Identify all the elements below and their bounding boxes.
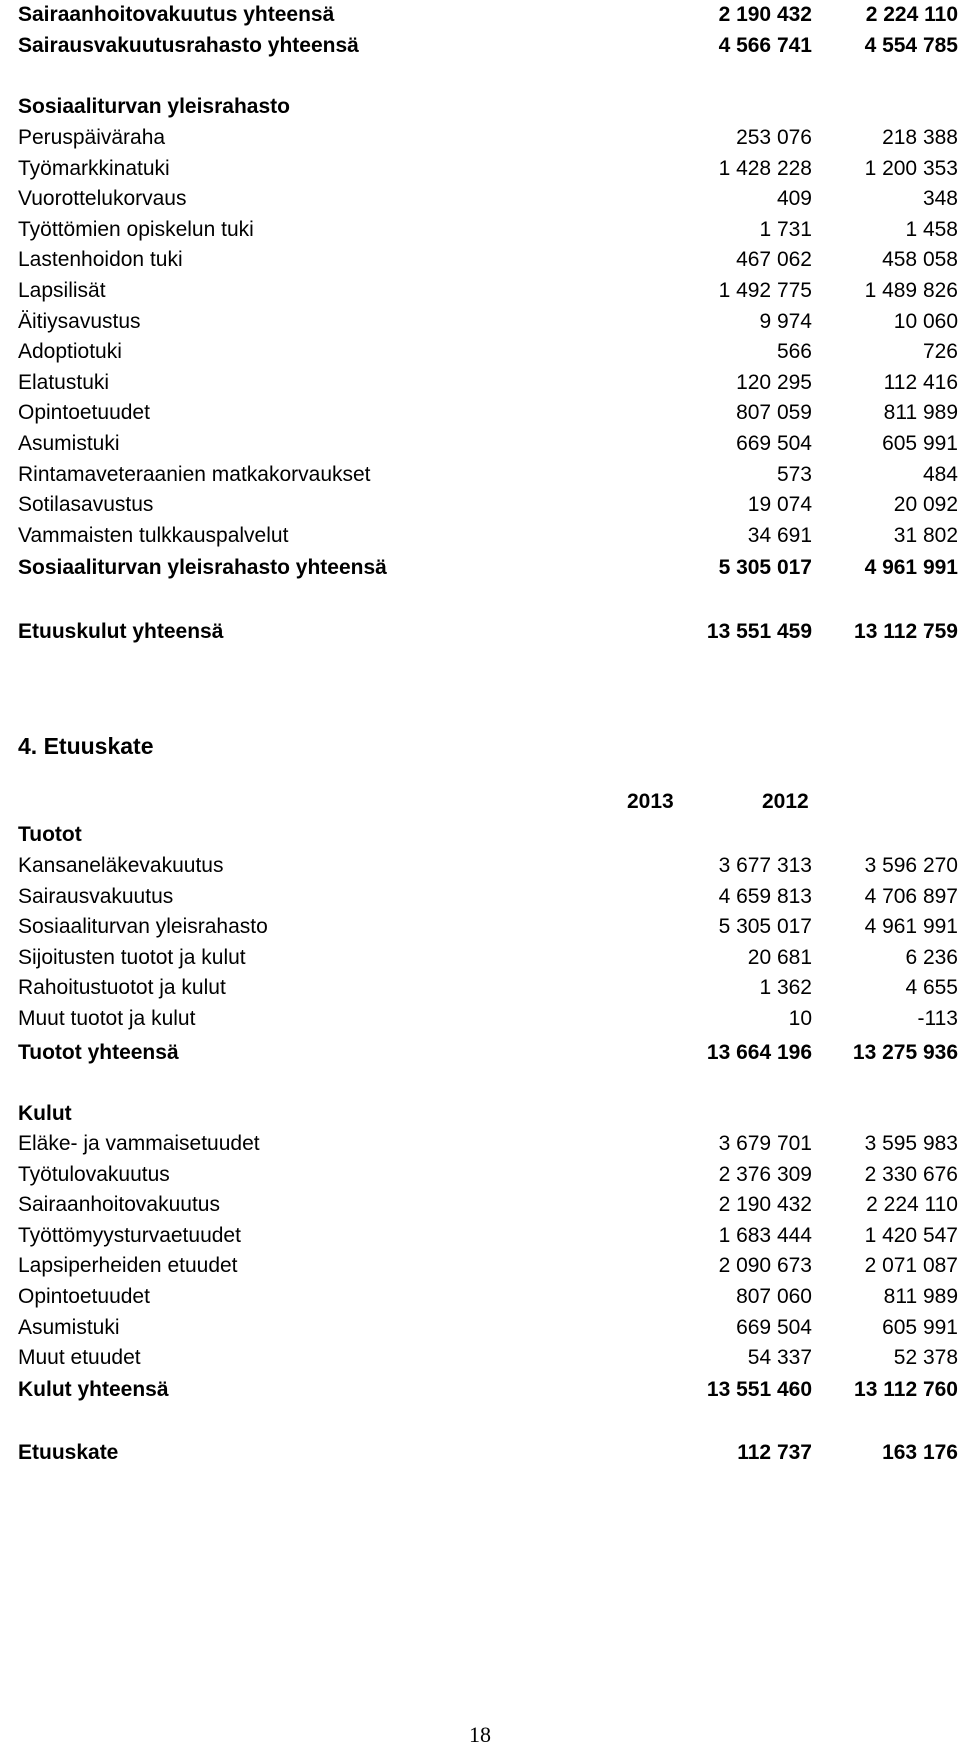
row-label: Työttömien opiskelun tuki — [18, 217, 254, 241]
value-2013: 3 677 313 — [718, 854, 812, 877]
value-2013: 1 492 775 — [718, 279, 812, 302]
value-2013: 669 504 — [736, 1315, 812, 1339]
value-2012: 20 092 — [893, 493, 958, 517]
table-row — [18, 945, 958, 971]
value-2013: 34 691 — [747, 523, 812, 547]
value-2013: 2 376 309 — [718, 1162, 812, 1186]
value-2013: 13 664 196 — [706, 1041, 812, 1064]
value-2013: 2 190 432 — [718, 3, 812, 26]
value-2013: 1 362 — [759, 976, 812, 1000]
value-2013: 3 679 701 — [718, 1132, 812, 1155]
total-row — [18, 1040, 958, 1066]
value-2013: 2 190 432 — [718, 1193, 812, 1217]
table-row — [18, 1223, 958, 1249]
row-label: Adoptiotuki — [18, 340, 122, 364]
value-2012: 811 989 — [883, 1285, 958, 1308]
value-2013: 5 305 017 — [718, 556, 812, 579]
table-row — [18, 309, 958, 335]
row-label: Vammaisten tulkkauspalvelut — [18, 523, 289, 547]
value-2013: 54 337 — [747, 1346, 812, 1370]
table-row — [18, 1315, 958, 1341]
value-2013: 112 737 — [737, 1441, 812, 1464]
value-2012: 811 989 — [883, 401, 958, 425]
row-label: Sosiaaliturvan yleisrahasto — [18, 915, 268, 939]
total-row — [18, 2, 958, 28]
table-row — [18, 1253, 958, 1279]
value-2013: 409 — [776, 187, 812, 211]
row-label: Opintoetuudet — [18, 1285, 150, 1308]
row-label: Eläke- ja vammaisetuudet — [18, 1132, 260, 1155]
year-2013-header: 2013 — [627, 790, 674, 813]
value-2012: 1 420 547 — [864, 1223, 958, 1247]
table-row — [18, 217, 958, 243]
value-2012: 2 224 110 — [865, 3, 958, 26]
value-2012: 2 330 676 — [864, 1162, 958, 1186]
table-row — [18, 1345, 958, 1371]
value-2012: 4 961 991 — [864, 915, 958, 939]
table-row — [18, 339, 958, 365]
table-row — [18, 492, 958, 518]
row-label: Työttömyysturvaetuudet — [18, 1223, 241, 1247]
row-label: Työmarkkinatuki — [18, 156, 170, 180]
value-2012: 10 060 — [893, 309, 958, 333]
row-label: Sairaanhoitovakuutus yhteensä — [18, 3, 335, 26]
row-label: Elatustuki — [18, 370, 110, 394]
row-label: Vuorottelukorvaus — [18, 187, 187, 211]
tuotot-heading — [18, 822, 958, 848]
value-2012: 4 706 897 — [864, 884, 958, 908]
row-label: Peruspäiväraha — [18, 126, 166, 149]
value-2012: 4 655 — [905, 976, 958, 1000]
value-2012: 163 176 — [882, 1441, 958, 1464]
value-2013: 566 — [776, 340, 812, 364]
row-label: Opintoetuudet — [18, 401, 150, 425]
table-row — [18, 1192, 958, 1218]
value-2012: 52 378 — [893, 1346, 958, 1370]
page-number: 18 — [469, 1722, 491, 1747]
value-2013: 13 551 460 — [706, 1378, 812, 1401]
row-label: Lastenhoidon tuki — [18, 248, 183, 272]
row-label: Sairausvakuutus — [18, 884, 174, 908]
value-2012: 484 — [922, 462, 958, 486]
row-label: Äitiysavustus — [18, 309, 141, 333]
year-2012-header: 2012 — [762, 790, 809, 813]
value-2012: 6 236 — [905, 945, 958, 969]
value-2013: 467 062 — [736, 248, 812, 272]
value-2013: 1 731 — [759, 217, 812, 241]
value-2012: 4 554 785 — [864, 34, 958, 57]
value-2013: 4 659 813 — [718, 884, 812, 908]
value-2013: 20 681 — [747, 945, 812, 969]
section-title-text: 4. Etuuskate — [18, 733, 154, 759]
value-2012: 348 — [922, 187, 958, 211]
value-2012: 4 961 991 — [864, 556, 958, 579]
table-row — [18, 247, 958, 273]
value-2012: 112 416 — [883, 370, 958, 394]
value-2013: 9 974 — [759, 309, 812, 333]
value-2012: 1 200 353 — [864, 156, 958, 180]
table-row — [18, 1006, 958, 1032]
table-row — [18, 278, 958, 304]
row-label: Sosiaaliturvan yleisrahasto yhteensä — [18, 556, 387, 579]
value-2012: 13 112 759 — [854, 620, 958, 643]
kulut-heading-text: Kulut — [18, 1102, 72, 1125]
value-2013: 573 — [776, 462, 812, 486]
value-2013: 4 566 741 — [718, 34, 812, 57]
row-label: Sotilasavustus — [18, 493, 154, 517]
value-2012: 1 458 — [905, 217, 958, 241]
value-2012: -113 — [917, 1007, 958, 1030]
table-row — [18, 400, 958, 426]
table-row — [18, 884, 958, 910]
section-title — [18, 733, 958, 759]
table-row — [18, 1162, 958, 1188]
row-label: Rintamaveteraanien matkakorvaukset — [18, 462, 371, 486]
value-2012: 218 388 — [882, 126, 958, 149]
row-label: Asumistuki — [18, 1315, 120, 1339]
value-2013: 120 295 — [736, 370, 812, 394]
value-2013: 19 074 — [747, 493, 812, 517]
table-row — [18, 156, 958, 182]
section-heading-text: Sosiaaliturvan yleisrahasto — [18, 95, 290, 118]
total-row — [18, 33, 958, 59]
value-2013: 1 428 228 — [718, 156, 812, 180]
total-row — [18, 555, 958, 581]
table-row — [18, 853, 958, 879]
grand-total-row — [18, 619, 958, 645]
table-row — [18, 1131, 958, 1157]
value-2013: 13 551 459 — [706, 620, 812, 643]
value-2012: 3 595 983 — [864, 1132, 958, 1155]
row-label: Asumistuki — [18, 432, 120, 455]
table-row — [18, 914, 958, 940]
row-label: Tuotot yhteensä — [18, 1041, 179, 1064]
value-2013: 807 060 — [736, 1285, 812, 1308]
value-2012: 13 275 936 — [852, 1041, 958, 1064]
row-label: Etuuskate — [18, 1441, 119, 1464]
row-label: Työtulovakuutus — [18, 1162, 170, 1186]
value-2012: 458 058 — [882, 248, 958, 272]
tuotot-heading-text: Tuotot — [18, 823, 82, 846]
value-2012: 605 991 — [882, 432, 958, 455]
row-label: Sairaanhoitovakuutus — [18, 1193, 220, 1217]
table-row — [18, 431, 958, 457]
total-row — [18, 1377, 958, 1403]
row-label: Etuuskulut yhteensä — [18, 620, 224, 643]
value-2013: 2 090 673 — [718, 1254, 812, 1278]
value-2012: 3 596 270 — [864, 854, 958, 877]
table-row — [18, 975, 958, 1001]
table-row — [18, 186, 958, 212]
section-heading — [18, 94, 958, 120]
value-2012: 13 112 760 — [854, 1378, 958, 1401]
table-row — [18, 523, 958, 549]
table-row — [18, 125, 958, 151]
value-2013: 1 683 444 — [718, 1223, 812, 1247]
value-2013: 5 305 017 — [718, 915, 812, 939]
row-label: Lapsilisät — [18, 279, 106, 302]
kulut-heading — [18, 1101, 958, 1127]
row-label: Lapsiperheiden etuudet — [18, 1254, 238, 1278]
row-label: Kulut yhteensä — [18, 1378, 169, 1401]
row-label: Rahoitustuotot ja kulut — [18, 976, 226, 1000]
grand-total-row — [18, 1440, 958, 1466]
table-row — [18, 462, 958, 488]
value-2013: 253 076 — [736, 126, 812, 149]
value-2012: 1 489 826 — [864, 279, 958, 302]
value-2012: 2 071 087 — [864, 1254, 958, 1278]
table-row — [18, 1284, 958, 1310]
value-2012: 726 — [922, 340, 958, 364]
row-label: Kansaneläkevakuutus — [18, 854, 224, 877]
row-label: Sijoitusten tuotot ja kulut — [18, 945, 246, 969]
value-2012: 31 802 — [893, 523, 958, 547]
value-2012: 605 991 — [882, 1315, 958, 1339]
row-label: Sairausvakuutusrahasto yhteensä — [18, 34, 359, 57]
value-2013: 10 — [788, 1007, 812, 1030]
value-2013: 807 059 — [736, 401, 812, 425]
row-label: Muut etuudet — [18, 1346, 141, 1370]
value-2013: 669 504 — [736, 432, 812, 455]
table-row — [18, 370, 958, 396]
row-label: Muut tuotot ja kulut — [18, 1007, 196, 1030]
value-2012: 2 224 110 — [866, 1193, 958, 1217]
